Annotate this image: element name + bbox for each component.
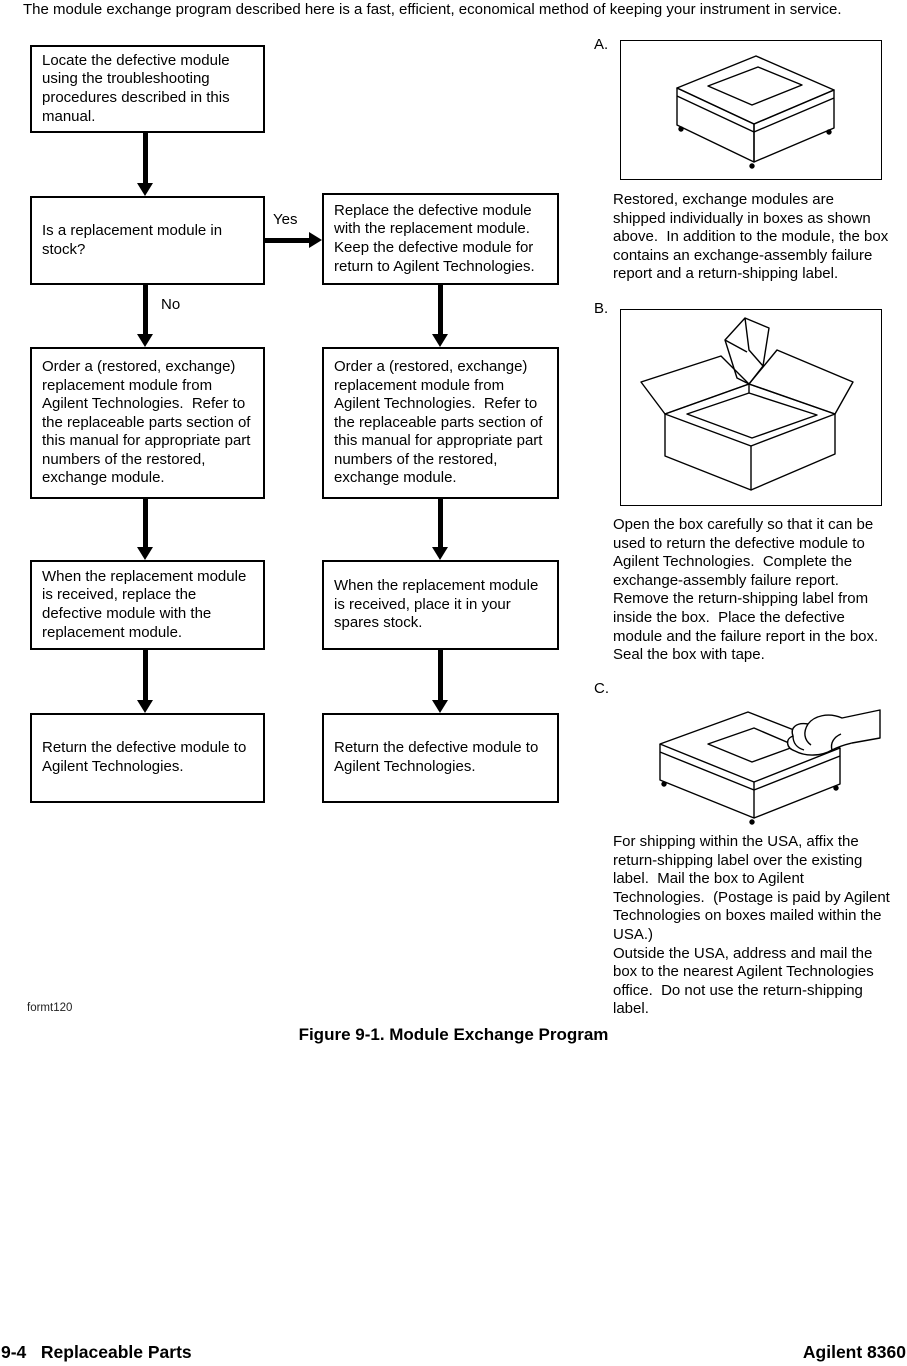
arrow-down-icon [432,285,448,347]
form-number: formt120 [27,1002,73,1014]
panel-a-frame [620,40,882,180]
intro-text: The module exchange program described here is a fast, efficient, economical method of keeping your instrument in service. [23,1,842,18]
arrow-down-icon [137,285,153,347]
flow-box-order-left: Order a (restored, exchange) replacement module from Agilent Technologies. Refer to the replaceable parts section of this manual for appropriate part numbers of the restored, exchange module. [30,347,265,499]
flow-box-in-stock: Is a replacement module in stock? [30,196,265,285]
panel-c-caption: For shipping within the USA, affix the return-shipping label over the existing label. Mail the box to Agilent Technologies. (Postage is paid by Agilent Technologies on boxes mailed within the USA.) Outside the USA, address and mail the box to the nearest Agilent Technologies office. Do not use the return-shipping label. [613,833,890,1018]
flow-box-spares-stock: When the replacement module is received, place it in your spares stock. [322,560,559,650]
panel-c-label: C. [594,680,609,697]
hand-sealing-box-illustration [618,688,882,828]
arrow-down-icon [432,499,448,560]
panel-c-art [618,688,882,828]
flow-box-replace-defective: Replace the defective module with the replacement module. Keep the defective module for return to Agilent Technologies. [322,193,559,285]
arrow-down-icon [137,133,153,196]
arrow-down-icon [432,650,448,713]
flow-box-return-left: Return the defective module to Agilent Technologies. [30,713,265,803]
yes-label: Yes [273,211,298,228]
flow-box-replace-received: When the replacement module is received, replace the defective module with the replacement module. [30,560,265,650]
flow-box-order-middle: Order a (restored, exchange) replacement module from Agilent Technologies. Refer to the replaceable parts section of this manual for appropriate part numbers of the restored, exchange module. [322,347,559,499]
arrow-down-icon [137,650,153,713]
no-label: No [161,296,181,313]
open-box-illustration [621,310,880,504]
panel-b-frame [620,309,882,506]
panel-b-label: B. [594,300,609,317]
flow-box-return-middle: Return the defective module to Agilent Technologies. [322,713,559,803]
footer-page-number: 9-4 Replaceable Parts [1,1342,192,1362]
arrow-down-icon [137,499,153,560]
panel-a-caption: Restored, exchange modules are shipped individually in boxes as shown above. In addition to the module, the box contains an exchange-assembly failure report and a return-shipping label. [613,191,893,283]
arrow-right-icon [265,232,322,248]
footer-product-name: Agilent 8360 [802,1342,906,1362]
figure-caption: Figure 9-1. Module Exchange Program [298,1025,609,1044]
panel-b-caption: Open the box carefully so that it can be used to return the defective module to Agilent Technologies. Complete the exchange-assembly failure report. Remove the return-shipping label from inside the box. Place the defective module and the failure report in the box. Seal the box with tape. [613,516,887,664]
closed-box-illustration [621,41,880,178]
flow-box-locate-module: Locate the defective module using the troubleshooting procedures described in this manual. [30,45,265,133]
panel-a-label: A. [594,36,609,53]
